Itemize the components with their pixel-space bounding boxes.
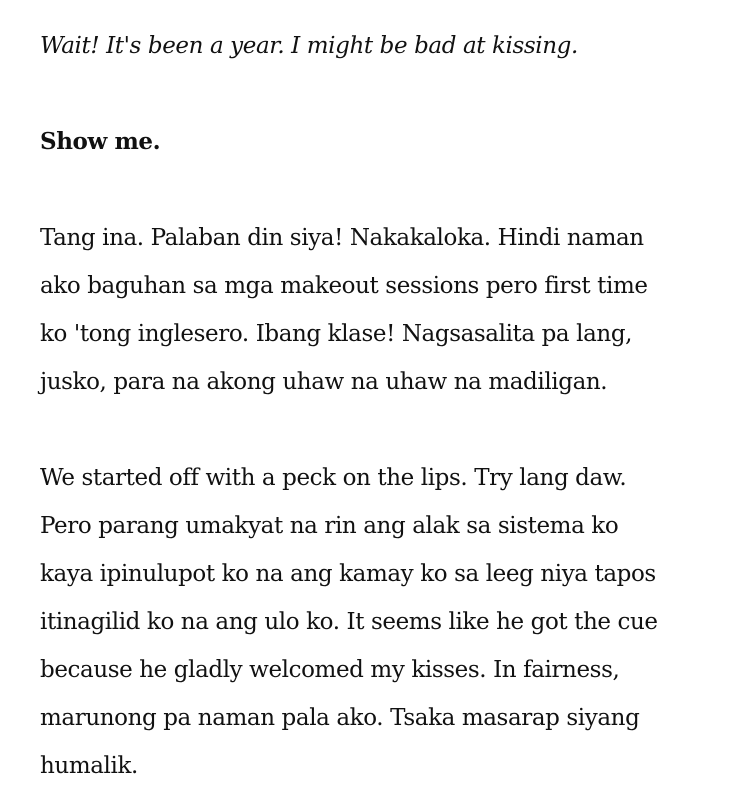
paragraph-dialogue-1 [40,22,740,70]
paragraph-gap [40,166,740,214]
text-line: ako baguhan sa mga makeout sessions pero first time [40,273,648,299]
text-line: humalik. [40,753,138,779]
text-line: jusko, para na akong uhaw na uhaw na madiligan. [40,369,608,395]
paragraph-dialogue-2 [40,118,740,166]
text-line: Pero parang umakyat na rin ang alak sa sistema ko [40,513,619,539]
story-text [40,22,740,790]
text-line: marunong pa naman pala ako. Tsaka masarap siyang [40,705,640,731]
text-line: Show me. [40,128,161,155]
text-line: We started off with a peck on the lips. Try lang daw. [40,465,627,491]
text-line: ko 'tong inglesero. Ibang klase! Nagsasalita pa lang, [40,321,633,347]
text-line: Wait! It's been a year. I might be bad at kissing. [40,33,578,59]
text-line: Tang ina. Palaban din siya! Nakakaloka. Hindi naman [40,225,644,251]
paragraph-gap [40,70,740,118]
paragraph-gap [40,406,740,454]
text-line: itinagilid ko na ang ulo ko. It seems like he got the cue [40,609,658,635]
paragraph-narration-2 [40,454,740,790]
text-line: because he gladly welcomed my kisses. In fairness, [40,657,620,683]
text-line: kaya ipinulupot ko na ang kamay ko sa leeg niya tapos [40,561,656,587]
paragraph-narration-1 [40,214,740,406]
